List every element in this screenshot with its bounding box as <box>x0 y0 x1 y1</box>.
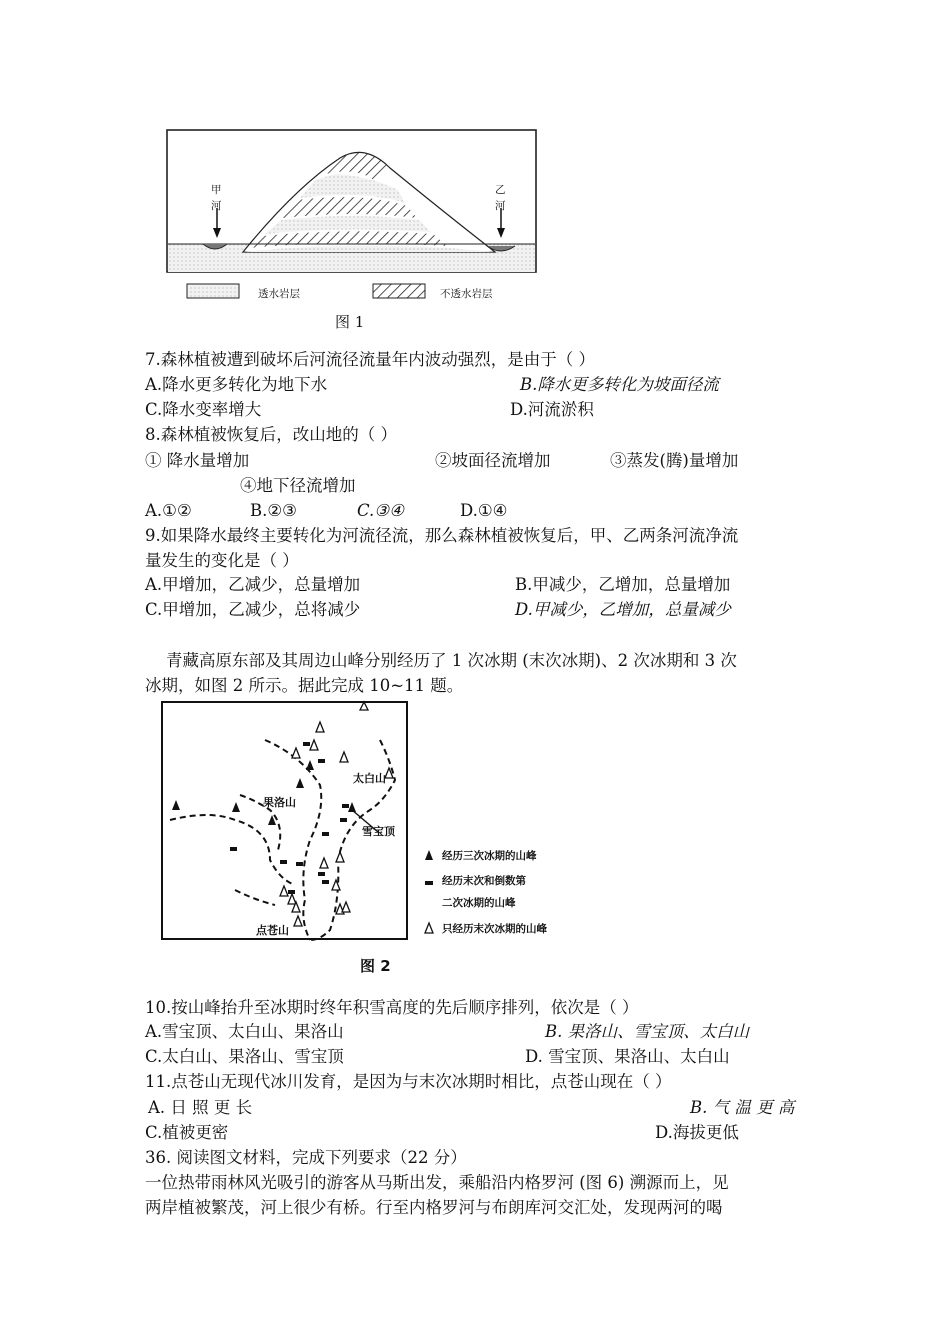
legend-two-label-2: 二次冰期的山峰 <box>442 897 516 909</box>
q8-item-3: ③蒸发(腾)量增加 <box>610 451 739 470</box>
figure-2-caption: 图 2 <box>360 957 391 975</box>
q9-stem-line1: 9.如果降水最终主要转化为河流径流，那么森林植被恢复后，甲、乙两条河流净流 <box>145 526 739 545</box>
legend-permeable-swatch <box>186 283 246 301</box>
figure-2-map <box>160 700 410 943</box>
legend-filled-rect-icon <box>422 876 436 890</box>
legend-two-label-1: 经历末次和倒数第 <box>442 875 526 887</box>
q7-option-c[interactable]: C.降水变率增大 <box>145 400 262 419</box>
legend-impermeable-label: 不透水岩层 <box>440 288 493 300</box>
label-taibai: 太白山 <box>353 772 386 785</box>
q9-stem-line2: 量发生的变化是（ ） <box>145 551 299 570</box>
q8-option-d[interactable]: D.①④ <box>460 501 508 520</box>
legend-permeable-label: 透水岩层 <box>258 288 300 300</box>
q8-option-c[interactable]: C.③④ <box>357 501 404 520</box>
q9-option-a[interactable]: A.甲增加，乙减少，总量增加 <box>145 575 361 594</box>
figure-1-caption: 图 1 <box>335 313 365 331</box>
q7-stem: 7.森林植被遭到破坏后河流径流量年内波动强烈，是由于（ ） <box>145 350 595 369</box>
q10-option-a[interactable]: A.雪宝顶、太白山、果洛山 <box>145 1022 344 1041</box>
q7-option-d[interactable]: D.河流淤积 <box>510 400 594 419</box>
legend-filled-triangle-icon <box>422 848 436 862</box>
river-jia-label-1: 甲 <box>211 184 222 196</box>
q8-item-4: ④地下径流增加 <box>240 476 356 495</box>
q9-option-c[interactable]: C.甲增加，乙减少，总将减少 <box>145 600 361 619</box>
q9-option-b[interactable]: B.甲减少，乙增加，总量增加 <box>515 575 731 594</box>
q11-option-d[interactable]: D.海拔更低 <box>655 1123 739 1142</box>
q36-para-line1: 一位热带雨林风光吸引的游客从马斯出发，乘船沿内格罗河 (图 6) 溯源而上，见 <box>145 1173 729 1192</box>
q36-para-line2: 两岸植被繁茂，河上很少有桥。行至内格罗河与布朗库河交汇处，发现两河的喝 <box>145 1198 723 1217</box>
q7-option-b[interactable]: B.降水更多转化为坡面径流 <box>520 375 719 394</box>
legend-three-label: 经历三次冰期的山峰 <box>442 850 537 862</box>
intro-line2: 冰期，如图 2 所示。据此完成 10~11 题。 <box>145 676 464 695</box>
q11-option-b[interactable]: B. 气 温 更 高 <box>690 1098 795 1117</box>
legend-open-triangle-icon <box>422 921 436 935</box>
legend-impermeable-swatch <box>372 283 432 301</box>
label-xuebao: 雪宝顶 <box>362 825 395 838</box>
q10-stem: 10.按山峰抬升至冰期时终年积雪高度的先后顺序排列，依次是（ ） <box>145 998 639 1017</box>
q8-item-1: ① 降水量增加 <box>145 451 250 470</box>
q8-item-2: ②坡面径流增加 <box>435 451 551 470</box>
label-guoluo: 果洛山 <box>263 796 296 809</box>
river-yi-label-2: 河 <box>495 200 506 212</box>
q36-stem: 36. 阅读图文材料，完成下列要求（22 分） <box>145 1148 467 1167</box>
q10-option-b[interactable]: B. 果洛山、雪宝顶、太白山 <box>545 1022 750 1041</box>
legend-one-label: 只经历末次冰期的山峰 <box>442 923 547 935</box>
q8-stem: 8.森林植被恢复后，改山地的（ ） <box>145 425 397 444</box>
q11-option-c[interactable]: C.植被更密 <box>145 1123 229 1142</box>
q10-option-d[interactable]: D. 雪宝顶、果洛山、太白山 <box>525 1047 730 1066</box>
label-diancang: 点苍山 <box>256 924 289 937</box>
q8-option-a[interactable]: A.①② <box>145 501 192 520</box>
intro-line1: 青藏高原东部及其周边山峰分别经历了 1 次冰期 (末次冰期)、2 次冰期和 3 次 <box>166 651 737 670</box>
q10-option-c[interactable]: C.太白山、果洛山、雪宝顶 <box>145 1047 344 1066</box>
river-yi-label-1: 乙 <box>495 184 506 196</box>
q11-stem: 11.点苍山无现代冰川发育，是因为与末次冰期时相比，点苍山现在（ ） <box>145 1072 672 1091</box>
q11-option-a[interactable]: A. 日 照 更 长 <box>148 1098 253 1117</box>
q9-option-d[interactable]: D.甲减少，乙增加，总量减少 <box>515 600 731 619</box>
q8-option-b[interactable]: B.②③ <box>250 501 297 520</box>
q7-option-a[interactable]: A.降水更多转化为地下水 <box>145 375 328 394</box>
river-jia-label-2: 河 <box>211 200 222 212</box>
